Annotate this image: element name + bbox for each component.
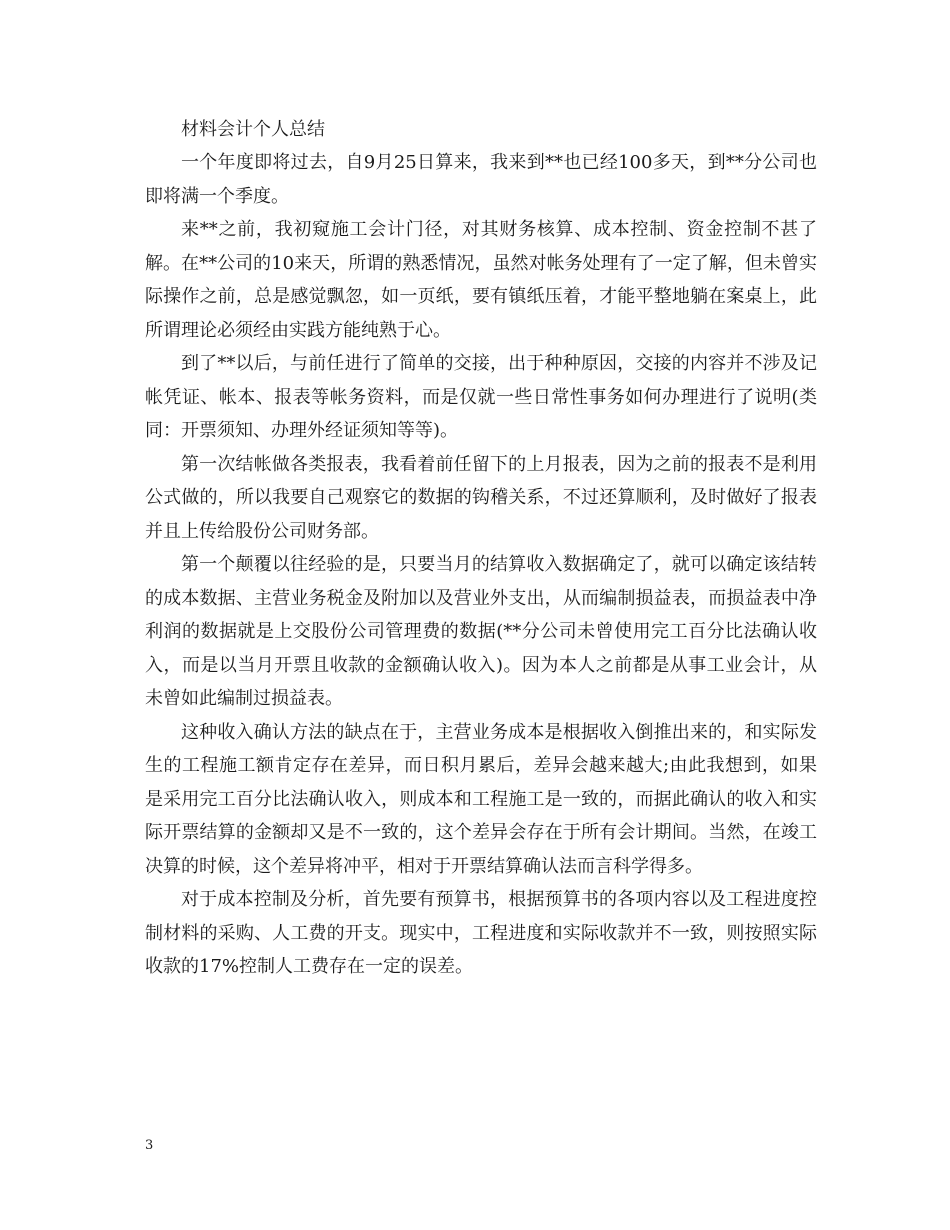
document-title: 材料会计个人总结 (181, 119, 325, 140)
paragraph-6: 这种收入确认方法的缺点在于，主营业务成本是根据收入倒推出来的，和实际发生的工程施工额肯定存在差异，而日积月累后，差异会越来越大;由此我想到，如果是采用完工百分比法确认收入，则成本和工程施工是一致的，而据此确认的收入和实际开票结算的金额却又是不一致的，这个差异会存在于所有会计期间。当然，在竣工决算的时候，这个差异将冲平，相对于开票结算确认法而言科学得多。 (145, 721, 817, 877)
paragraph-3: 到了**以后，与前任进行了简单的交接，出于种种原因，交接的内容并不涉及记帐凭证、帐本、报表等帐务资料，而是仅就一些日常性事务如何办理进行了说明(类同：开票须知、办理外经证须知等等)。 (145, 353, 817, 441)
paragraph-1: 一个年度即将过去，自9月25日算来，我来到**也已经100多天，到**分公司也即将满一个季度。 (145, 152, 817, 207)
document-body (145, 114, 817, 984)
page-number: 3 (145, 1138, 154, 1153)
paragraph-2: 来**之前，我初窥施工会计门径，对其财务核算、成本控制、资金控制不甚了解。在**公司的10来天，所谓的熟悉情况，虽然对帐务处理有了一定了解，但未曾实际操作之前，总是感觉飘忽，如一页纸，要有镇纸压着，才能平整地躺在案桌上，此所谓理论必须经由实践方能纯熟于心。 (145, 219, 817, 341)
paragraph-5: 第一个颠覆以往经验的是，只要当月的结算收入数据确定了，就可以确定该结转的成本数据、主营业务税金及附加以及营业外支出，从而编制损益表，而损益表中净利润的数据就是上交股份公司管理费的数据(**分公司未曾使用完工百分比法确认收入，而是以当月开票且收款的金额确认收入)。因为本人之前都是从事工业会计，从未曾如此编制过损益表。 (145, 554, 817, 709)
paragraph-4: 第一次结帐做各类报表，我看着前任留下的上月报表，因为之前的报表不是利用公式做的，所以我要自己观察它的数据的钩稽关系，不过还算顺利，及时做好了报表并且上传给股份公司财务部。 (145, 453, 817, 542)
paragraph-7: 对于成本控制及分析，首先要有预算书，根据预算书的各项内容以及工程进度控制材料的采购、人工费的开支。现实中，工程进度和实际收款并不一致，则按照实际收款的17%控制人工费存在一定的误差。 (145, 889, 817, 977)
